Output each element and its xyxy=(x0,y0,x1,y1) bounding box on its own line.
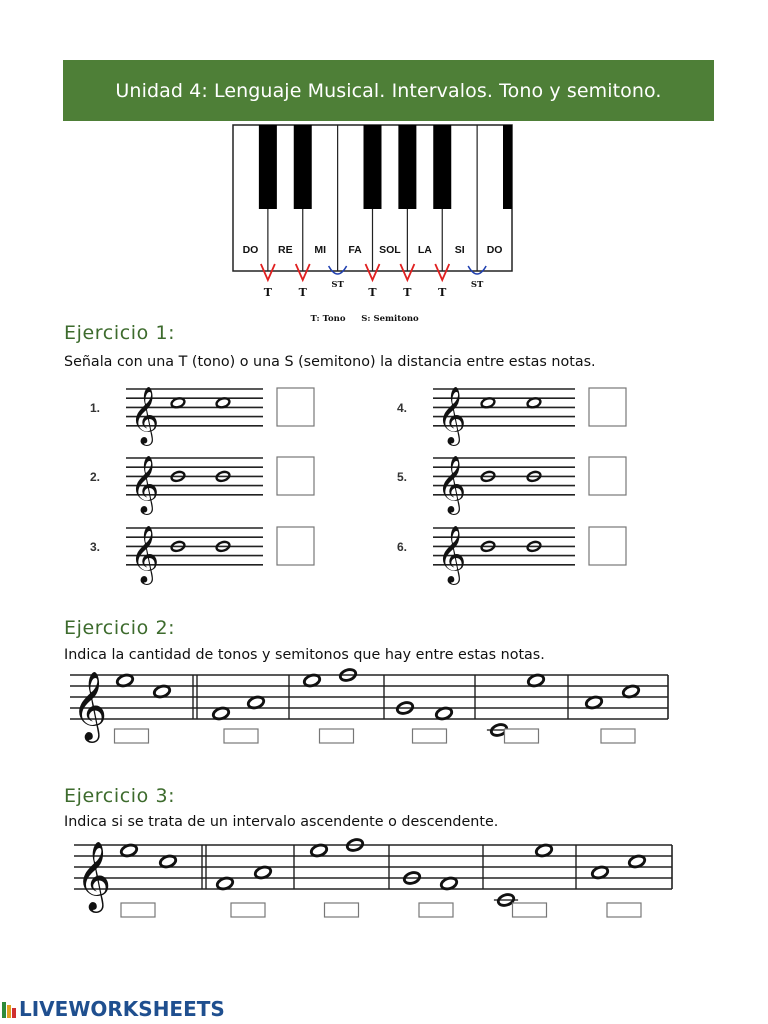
treble-clef-icon: 𝄞 xyxy=(76,841,112,911)
treble-clef-icon: 𝄞 xyxy=(437,524,467,583)
item-label: 2. xyxy=(90,470,101,484)
exercise-2-heading: Ejercicio 2: xyxy=(64,617,176,639)
key-note-label: RE xyxy=(278,244,293,256)
legend-semitone: S: Semitono xyxy=(361,314,419,324)
interval-label: T xyxy=(263,286,272,299)
key-note-label: FA xyxy=(348,244,362,256)
interval-label: T xyxy=(403,286,412,299)
item-label: 3. xyxy=(90,540,101,554)
interval-label: T xyxy=(298,286,307,299)
answer-box xyxy=(231,903,265,917)
liveworksheets-logo xyxy=(0,996,225,1022)
legend-tone: T: Tono xyxy=(310,314,346,324)
answer-box xyxy=(607,903,641,917)
page-title: Unidad 4: Lenguaje Musical. Intervalos. Tono y semitono. xyxy=(63,60,714,121)
answer-box xyxy=(121,903,155,917)
key-note-label: LA xyxy=(417,244,432,256)
exercise-1-heading: Ejercicio 1: xyxy=(64,322,176,344)
item-label: 6. xyxy=(397,540,408,554)
key-note-label: MI xyxy=(314,244,327,256)
treble-clef-icon: 𝄞 xyxy=(130,454,160,513)
answer-box xyxy=(419,903,453,917)
interval-label: ST xyxy=(470,280,484,290)
item-label: 1. xyxy=(90,401,101,415)
treble-clef-icon: 𝄞 xyxy=(130,385,160,444)
treble-clef-icon: 𝄞 xyxy=(130,524,160,583)
answer-box xyxy=(513,903,547,917)
treble-clef-icon: 𝄞 xyxy=(72,671,108,741)
exercise-3-heading: Ejercicio 3: xyxy=(64,785,176,807)
interval-label: T xyxy=(438,286,447,299)
answer-box xyxy=(325,903,359,917)
key-note-label: DO xyxy=(242,244,259,256)
liveworksheets-icon xyxy=(2,1000,16,1018)
item-label: 4. xyxy=(397,401,408,415)
interval-label: T xyxy=(368,286,377,299)
exercise-1-instruction: Señala con una T (tono) o una S (semitono) la distancia entre estas notas. xyxy=(64,354,596,370)
exercise-2-instruction: Indica la cantidad de tonos y semitonos que hay entre estas notas. xyxy=(64,647,545,663)
interval-label: ST xyxy=(331,280,344,290)
treble-clef-icon: 𝄞 xyxy=(437,385,467,444)
key-note-label: SOL xyxy=(379,244,401,256)
treble-clef-icon: 𝄞 xyxy=(437,454,467,513)
item-label: 5. xyxy=(397,470,408,484)
exercise-3-instruction: Indica si se trata de un intervalo ascendente o descendente. xyxy=(64,814,499,830)
key-note-label: SI xyxy=(454,244,465,256)
key-note-label: DO xyxy=(486,244,503,256)
logo-text: LIVEWORKSHEETS xyxy=(19,997,225,1021)
